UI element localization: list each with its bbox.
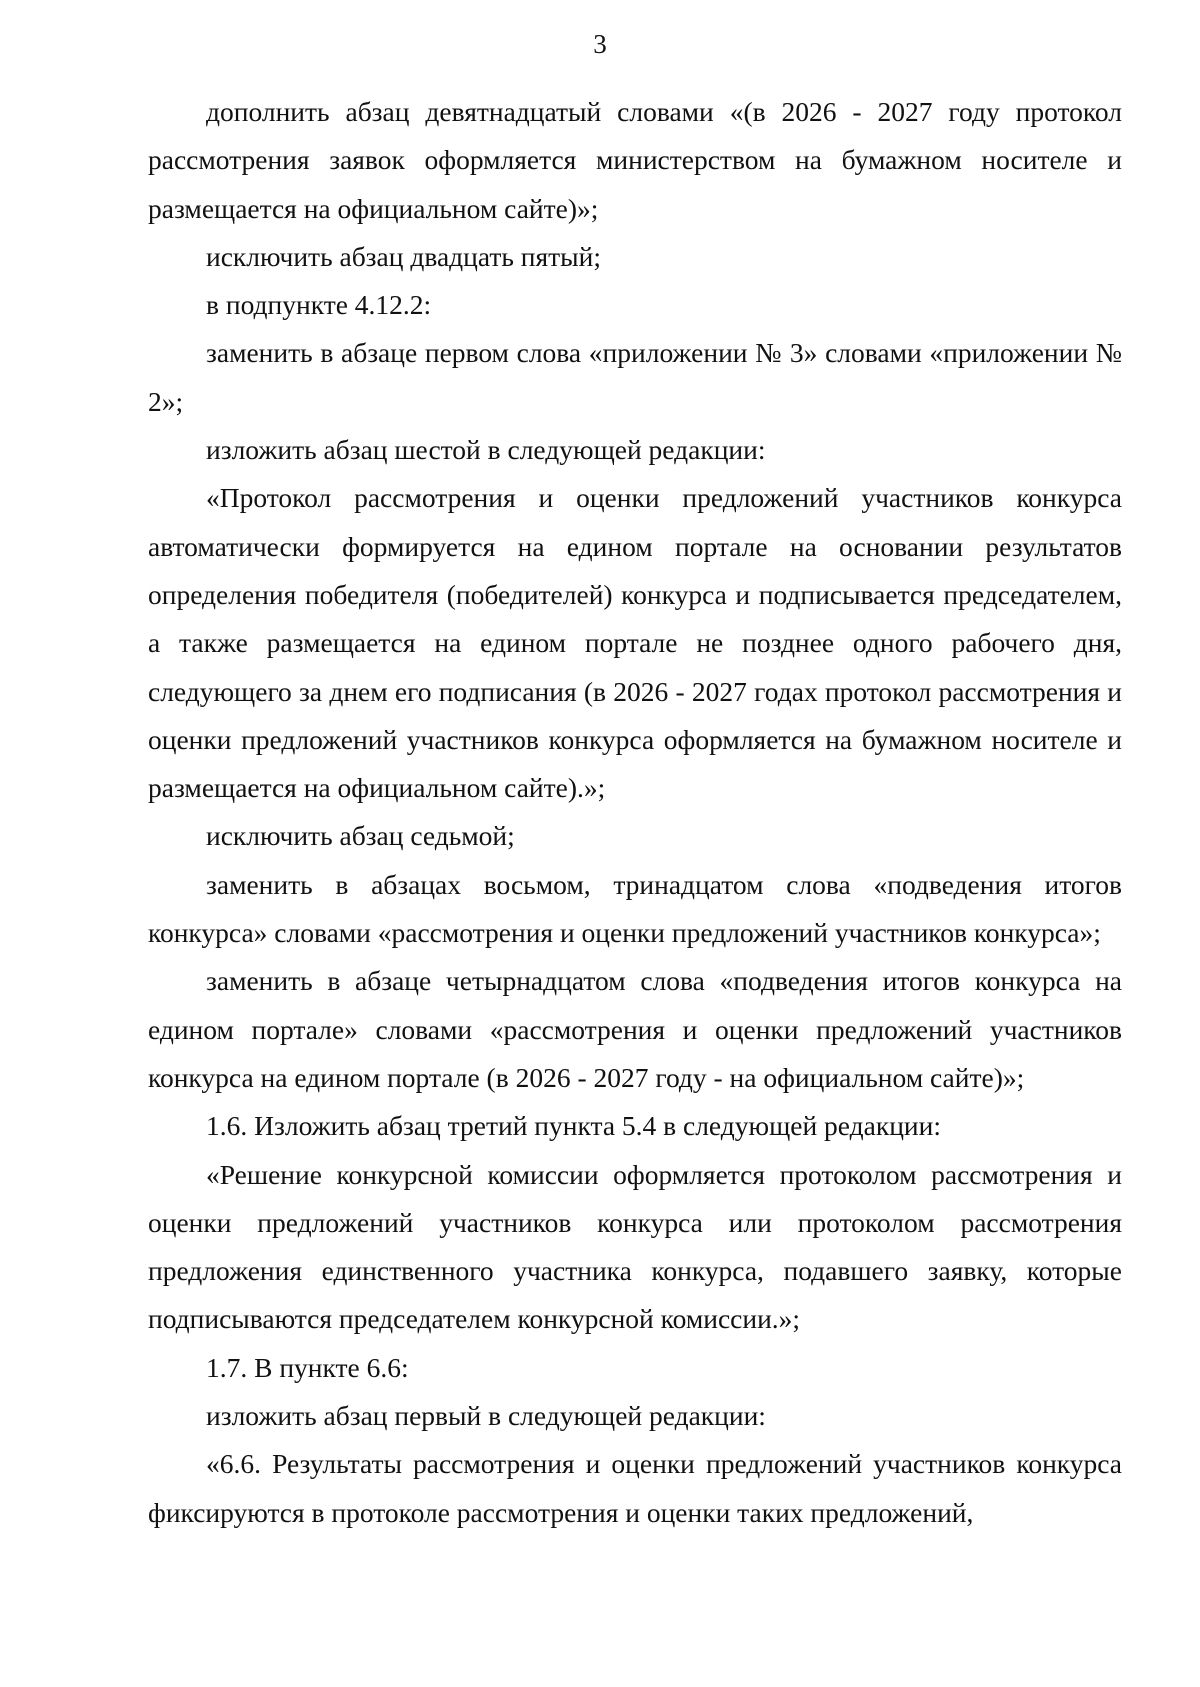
paragraph-subclause-4-12-2: в подпункте 4.12.2: bbox=[206, 289, 432, 321]
paragraph-restate-6th: изложить абзац шестой в следующей редакции: bbox=[206, 434, 766, 466]
page-number: 3 bbox=[593, 29, 607, 59]
paragraph-protocol-text: «Протокол рассмотрения и оценки предложений участников конкурса автоматически формируется на едином портале на основании результатов определения победителя (победителей) конкурса и подписывается председателем, а также размещается на едином портале не позднее одного рабочего дня, следующего за днем его подписания (в 2026 - 2027 годах протокол рассмотрения и оценки предложений участников конкурса оформляется на бумажном носителе и размещается на официальном сайте).»; bbox=[148, 482, 1122, 804]
paragraph-item-1-6: 1.6. Изложить абзац третий пункта 5.4 в следующей редакции: bbox=[206, 1110, 941, 1142]
paragraph-replace-14th: заменить в абзаце четырнадцатом слова «подведения итогов конкурса на едином портале» словами «рассмотрения и оценки предложений участников конкурса на едином портале (в 2026 - 2027 году - на официальном сайте)»; bbox=[148, 965, 1122, 1093]
paragraph-restate-1st: изложить абзац первый в следующей редакции: bbox=[206, 1400, 766, 1432]
paragraph-results-6-6: «6.6. Результаты рассмотрения и оценки предложений участников конкурса фиксируются в протоколе рассмотрения и оценки таких предложений, bbox=[148, 1448, 1122, 1528]
paragraph-exclude-25th: исключить абзац двадцать пятый; bbox=[206, 240, 602, 272]
paragraph-item-1-7: 1.7. В пункте 6.6: bbox=[206, 1351, 409, 1383]
document-body bbox=[148, 88, 1122, 1537]
paragraph-replace-8th-13th: заменить в абзацах восьмом, тринадцатом слова «подведения итогов конкурса» словами «рассмотрения и оценки предложений участников конкурса»; bbox=[148, 868, 1122, 949]
paragraph-exclude-7th: исключить абзац седьмой; bbox=[206, 820, 515, 852]
paragraph-replace-appendix: заменить в абзаце первом слова «приложении № 3» словами «приложении № 2»; bbox=[148, 337, 1122, 417]
paragraph-amend-19th: дополнить абзац девятнадцатый словами «(в 2026 - 2027 году протокол рассмотрения заявок оформляется министерством на бумажном носителе и размещается на официальном сайте)»; bbox=[148, 96, 1122, 224]
paragraph-commission-decision: «Решение конкурсной комиссии оформляется протоколом рассмотрения и оценки предложений участников конкурса или протоколом рассмотрения предложения единственного участника конкурса, подавшего заявку, которые подписываются председателем конкурсной комиссии.»; bbox=[148, 1158, 1122, 1335]
